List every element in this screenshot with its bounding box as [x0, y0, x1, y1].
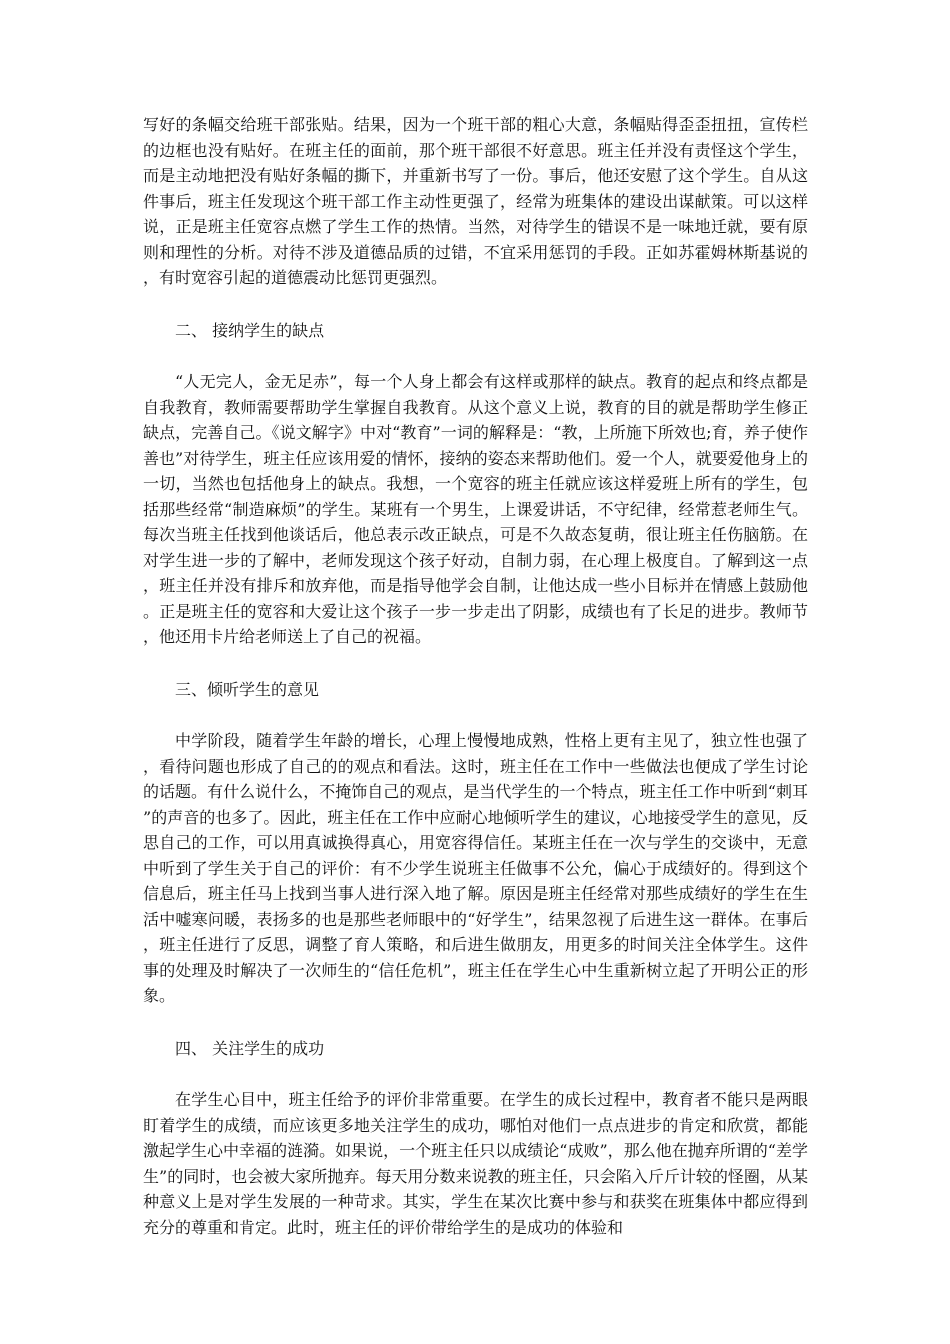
spacer: [143, 1061, 808, 1087]
paragraph-4: 在学生心目中，班主任给予的评价非常重要。在学生的成长过程中，教育者不能只是两眼盯着学生的成绩，而应该更多地关注学生的成功，哪怕对他们一点点进步的肯定和欣赏，都能激起学生心中幸福的涟漪。如果说，一个班主任只以成绩论“成败”，那么他在抛弃所谓的“差学生”的同时，也会被大家所抛弃。每天用分数来说教的班主任，只会陷入斤斤计较的怪圈，从某种意义上是对学生发展的一种苛求。其实，学生在某次比赛中参与和获奖在班集体中都应得到充分的尊重和肯定。此时，班主任的评价带给学生的是成功的体验和: [143, 1090, 808, 1237]
paragraph-3: 中学阶段，随着学生年龄的增长，心理上慢慢地成熟，性格上更有主见了，独立性也强了，看待问题也形成了自己的的观点和看法。这时，班主任在工作中一些做法也便成了学生讨论的话题。有什么说什么，不掩饰自己的观点，是当代学生的一个特点，班主任工作中听到“刺耳”的声音的也多了。因此，班主任在工作中应耐心地倾听学生的建议，心地接受学生的意见，反思自己的工作，可以用真诚换得真心，用宽容得信任。某班主任在一次与学生的交谈中，无意中听到了学生关于自己的评价：有不少学生说班主任做事不公允，偏心于成绩好的。得到这个信息后，班主任马上找到当事人进行深入地了解。原因是班主任经常对那些成绩好的学生在生活中嘘寒问暖，表扬多的也是那些老师眼中的“好学生”，结果忽视了后进生这一群体。在事后，班主任进行了反思，调整了育人策略，和后进生做朋友，用更多的时间关注全体学生。这件事的处理及时解决了一次师生的“信任危机”，班主任在学生心中生重新树立起了开明公正的形象。: [143, 731, 808, 1005]
section-heading-3: 三、倾听学生的意见: [175, 679, 320, 699]
section-heading-4: 四、 关注学生的成功: [175, 1038, 325, 1058]
spacer: [143, 702, 808, 728]
spacer: [143, 291, 808, 318]
spacer: [143, 343, 808, 369]
section-heading-2: 二、 接纳学生的缺点: [175, 320, 325, 340]
paragraph-1: 写好的条幅交给班干部张贴。结果，因为一个班干部的粗心大意，条幅贴得歪歪扭扭，宣传栏的边框也没有贴好。在班主任的面前，那个班干部很不好意思。班主任并没有责怪这个学生，而是主动地把没有贴好条幅的撕下，并重新书写了一份。事后，他还安慰了这个学生。自从这件事后，班主任发现这个班干部工作主动性更强了，经常为班集体的建设出谋献策。可以这样说，正是班主任宽容点燃了学生工作的热情。当然，对待学生的错误不是一味地迁就，要有原则和理性的分析。对待不涉及道德品质的过错，不宜采用惩罚的手段。正如苏霍姆林斯基说的 ，有时宽容引起的道德震动比惩罚更强烈。: [143, 115, 808, 287]
document-page: [143, 112, 808, 1240]
spacer: [143, 1009, 808, 1036]
spacer: [143, 650, 808, 677]
paragraph-2: “人无完人，金无足赤”，每一个人身上都会有这样或那样的缺点。教育的起点和终点都是自我教育，教师需要帮助学生掌握自我教育。从这个意义上说，教育的目的就是帮助学生修正缺点，完善自己。《说文解字》中对“教育”一词的解释是：“教，上所施下所效也;育，养子使作善也”对待学生，班主任应该用爱的情怀，接纳的姿态来帮助他们。爱一个人，就要爱他身上的一切，当然也包括他身上的缺点。我想，一个宽容的班主任就应该这样爱班上所有的学生，包括那些经常“制造麻烦”的学生。某班有一个男生，上课爱讲话，不守纪律，经常惹老师生气。每次当班主任找到他谈话后，他总表示改正缺点，可是不久故态复萌，很让班主任伤脑筋。在对学生进一步的了解中，老师发现这个孩子好动，自制力弱，在心理上极度自。了解到这一点，班主任并没有排斥和放弃他，而是指导他学会自制，让他达成一些小目标并在情感上鼓励他。正是班主任的宽容和大爱让这个孩子一步一步走出了阴影，成绩也有了长足的进步。教师节，他还用卡片给老师送上了自己的祝福。: [143, 372, 808, 646]
